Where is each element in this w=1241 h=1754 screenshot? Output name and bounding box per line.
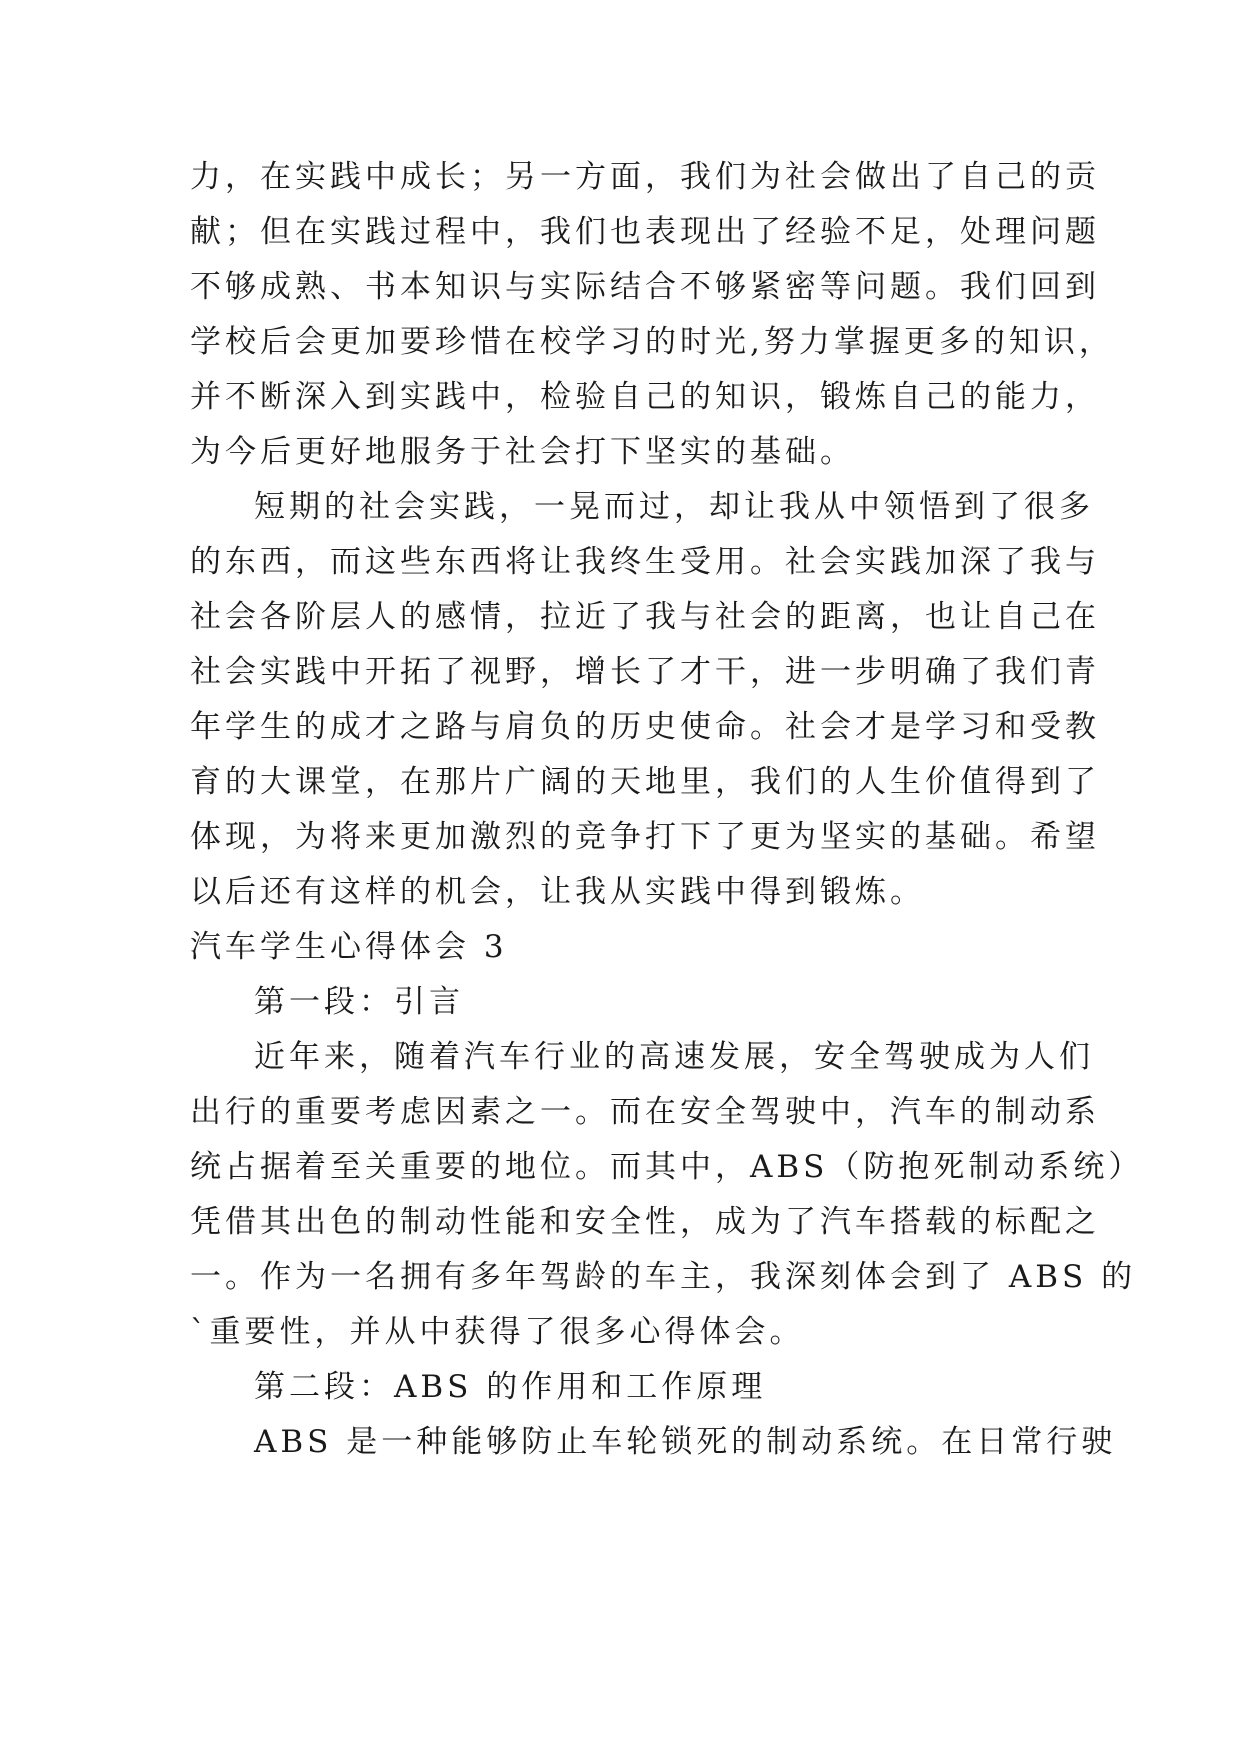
text-line: 一。作为一名拥有多年驾龄的车主，我深刻体会到了 ABS 的 xyxy=(190,1259,1137,1295)
text-line: 汽车学生心得体会 3 xyxy=(190,929,508,965)
text-line: 并不断深入到实践中，检验自己的知识，锻炼自己的能力， xyxy=(190,379,1100,415)
text-line: 统占据着至关重要的地位。而其中，ABS（防抱死制动系统） xyxy=(190,1149,1144,1185)
text-line: 体现，为将来更加激烈的竞争打下了更为坚实的基础。希望 xyxy=(190,819,1100,855)
text-line: 年学生的成才之路与肩负的历史使命。社会才是学习和受教 xyxy=(190,709,1100,745)
text-line: 献；但在实践过程中，我们也表现出了经验不足，处理问题 xyxy=(190,214,1100,250)
text-line: 近年来，随着汽车行业的高速发展，安全驾驶成为人们 xyxy=(254,1039,1094,1075)
text-line: 社会实践中开拓了视野，增长了才干，进一步明确了我们青 xyxy=(190,654,1100,690)
text-line: ABS 是一种能够防止车轮锁死的制动系统。在日常行驶 xyxy=(254,1424,1117,1460)
text-line: 育的大课堂，在那片广阔的天地里，我们的人生价值得到了 xyxy=(190,764,1100,800)
text-line: 不够成熟、书本知识与实际结合不够紧密等问题。我们回到 xyxy=(190,269,1100,305)
text-line: 以后还有这样的机会，让我从实践中得到锻炼。 xyxy=(190,874,925,910)
document-body xyxy=(190,150,1144,1470)
text-line: 出行的重要考虑因素之一。而在安全驾驶中，汽车的制动系 xyxy=(190,1094,1100,1130)
text-line: `重要性，并从中获得了很多心得体会。 xyxy=(190,1314,805,1350)
text-line: 的东西，而这些东西将让我终生受用。社会实践加深了我与 xyxy=(190,544,1100,580)
text-line: 凭借其出色的制动性能和安全性，成为了汽车搭载的标配之 xyxy=(190,1204,1100,1240)
text-line: 力，在实践中成长；另一方面，我们为社会做出了自己的贡 xyxy=(190,159,1100,195)
text-line: 为今后更好地服务于社会打下坚实的基础。 xyxy=(190,434,855,470)
text-line: 第二段：ABS 的作用和工作原理 xyxy=(254,1369,767,1405)
text-line: 学校后会更加要珍惜在校学习的时光,努力掌握更多的知识， xyxy=(190,324,1114,360)
text-line: 社会各阶层人的感情，拉近了我与社会的距离，也让自己在 xyxy=(190,599,1100,635)
text-line: 第一段：引言 xyxy=(254,984,464,1020)
text-line: 短期的社会实践，一晃而过，却让我从中领悟到了很多 xyxy=(254,489,1094,525)
